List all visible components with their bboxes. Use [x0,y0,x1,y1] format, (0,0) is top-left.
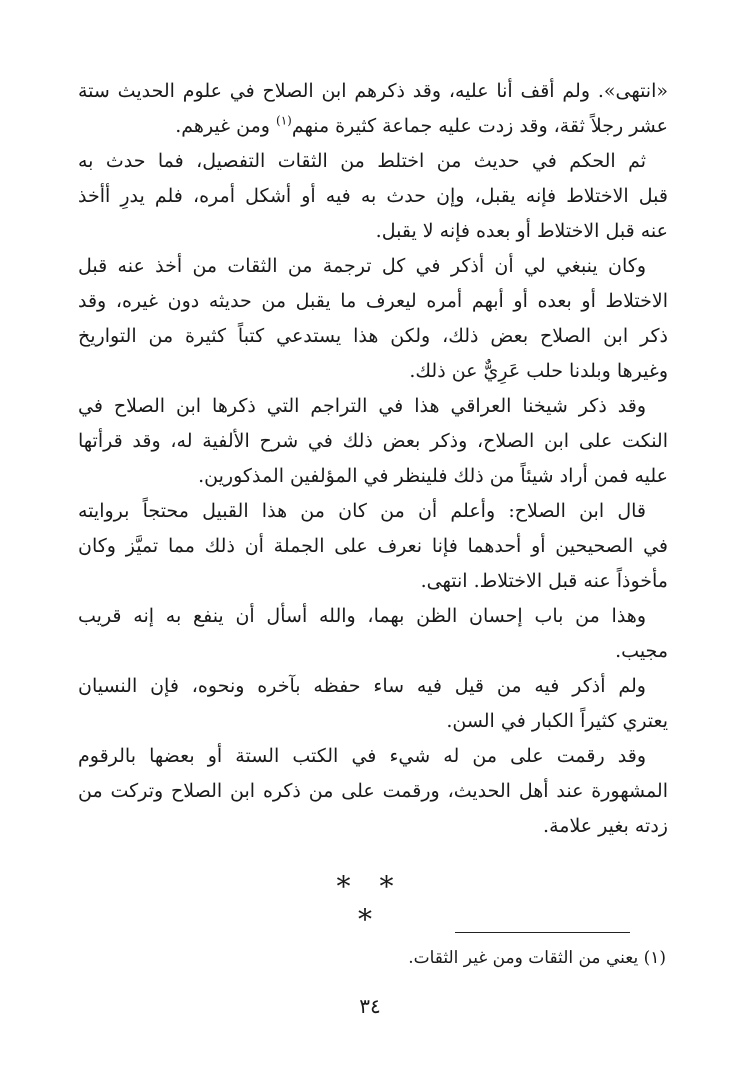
text-line: مجيب. [615,640,668,662]
paragraph-6 [78,599,668,669]
text-line: مأخوذاً عنه قبل الاختلاط. انتهى. [420,570,668,592]
text-line: عليه فمن أراد شيئاً من ذلك فلينظر في المؤلفين المذكورين. [198,465,668,487]
text-line: في الصحيحين أو أحدهما فإنا نعرف على الجملة أن ذلك مما تميَّز وكان [78,535,668,557]
paragraph-2 [78,144,668,249]
text-line: المشهورة عند أهل الحديث، ورقمت على من ذكره ابن الصلاح وتركت من [78,780,668,802]
paragraph-5 [78,494,668,599]
footnote: (١) يعني من الثقات ومن غير الثقات. [408,948,666,968]
text-line: وقد رقمت على من له شيء في الكتب الستة أو بعضها بالرقوم [78,745,646,767]
text-line: قبل الاختلاط فإنه يقبل، وإن حدث به فيه أو أشكل أمره، فلم يدرِ أأخذ [78,185,668,207]
text-line: قال ابن الصلاح: وأعلم أن من كان من هذا القبيل محتجاً بروايته [78,500,646,522]
text-fragment: ومن غيرهم. [175,115,276,137]
text-fragment: عشر رجلاً ثقة، وقد زدت عليه جماعة كثيرة منهم [291,115,668,137]
text-line: ثم الحكم في حديث من اختلط من الثقات التفصيل، فما حدث به [78,150,646,172]
text-line: وكان ينبغي لي أن أذكر في كل ترجمة من الثقات من أخذ عنه قبل [78,255,646,277]
paragraph-3 [78,249,668,389]
paragraph-8 [78,739,668,844]
page-number: ٣٤ [359,994,381,1018]
text-line [78,109,668,144]
text-line: وقد ذكر شيخنا العراقي هذا في التراجم التي ذكرها ابن الصلاح في [78,395,646,417]
text-line: الاختلاط أو بعده أو أبهم أمره ليعرف ما يقبل من حديثه دون غيره، وقد [78,290,668,312]
text-line: ذكر ابن الصلاح بعض ذلك، ولكن هذا يستدعي كتباً كثيرة من التواريخ [78,325,668,347]
text-line: وغيرها وبلدنا حلب عَرِيٌّ عن ذلك. [409,360,668,382]
paragraph-7 [78,669,668,739]
paragraph-1 [78,74,668,144]
footnote-divider [455,932,630,933]
text-line: ولم أذكر فيه من قيل فيه ساء حفظه بآخره ونحوه، فإن النسيان [78,675,646,697]
main-text [78,74,668,844]
text-line: عنه قبل الاختلاط أو بعده فإنه لا يقبل. [375,220,668,242]
text-line: «انتهى». ولم أقف أنا عليه، وقد ذكرهم ابن الصلاح في علوم الحديث ستة [78,80,668,102]
paragraph-4 [78,389,668,494]
text-line: وهذا من باب إحسان الظن بهما، والله أسأل أن ينفع به إنه قريب [78,605,646,627]
text-line: يعتري كثيراً الكبار في السن. [446,710,668,732]
text-line: النكت على ابن الصلاح، وذكر بعض ذلك في شرح الألفية له، وقد قرأتها [78,430,668,452]
text-line: زدته بغير علامة. [543,815,668,837]
footnote-marker: (١) [276,113,292,128]
section-separator: * * * [336,870,404,936]
